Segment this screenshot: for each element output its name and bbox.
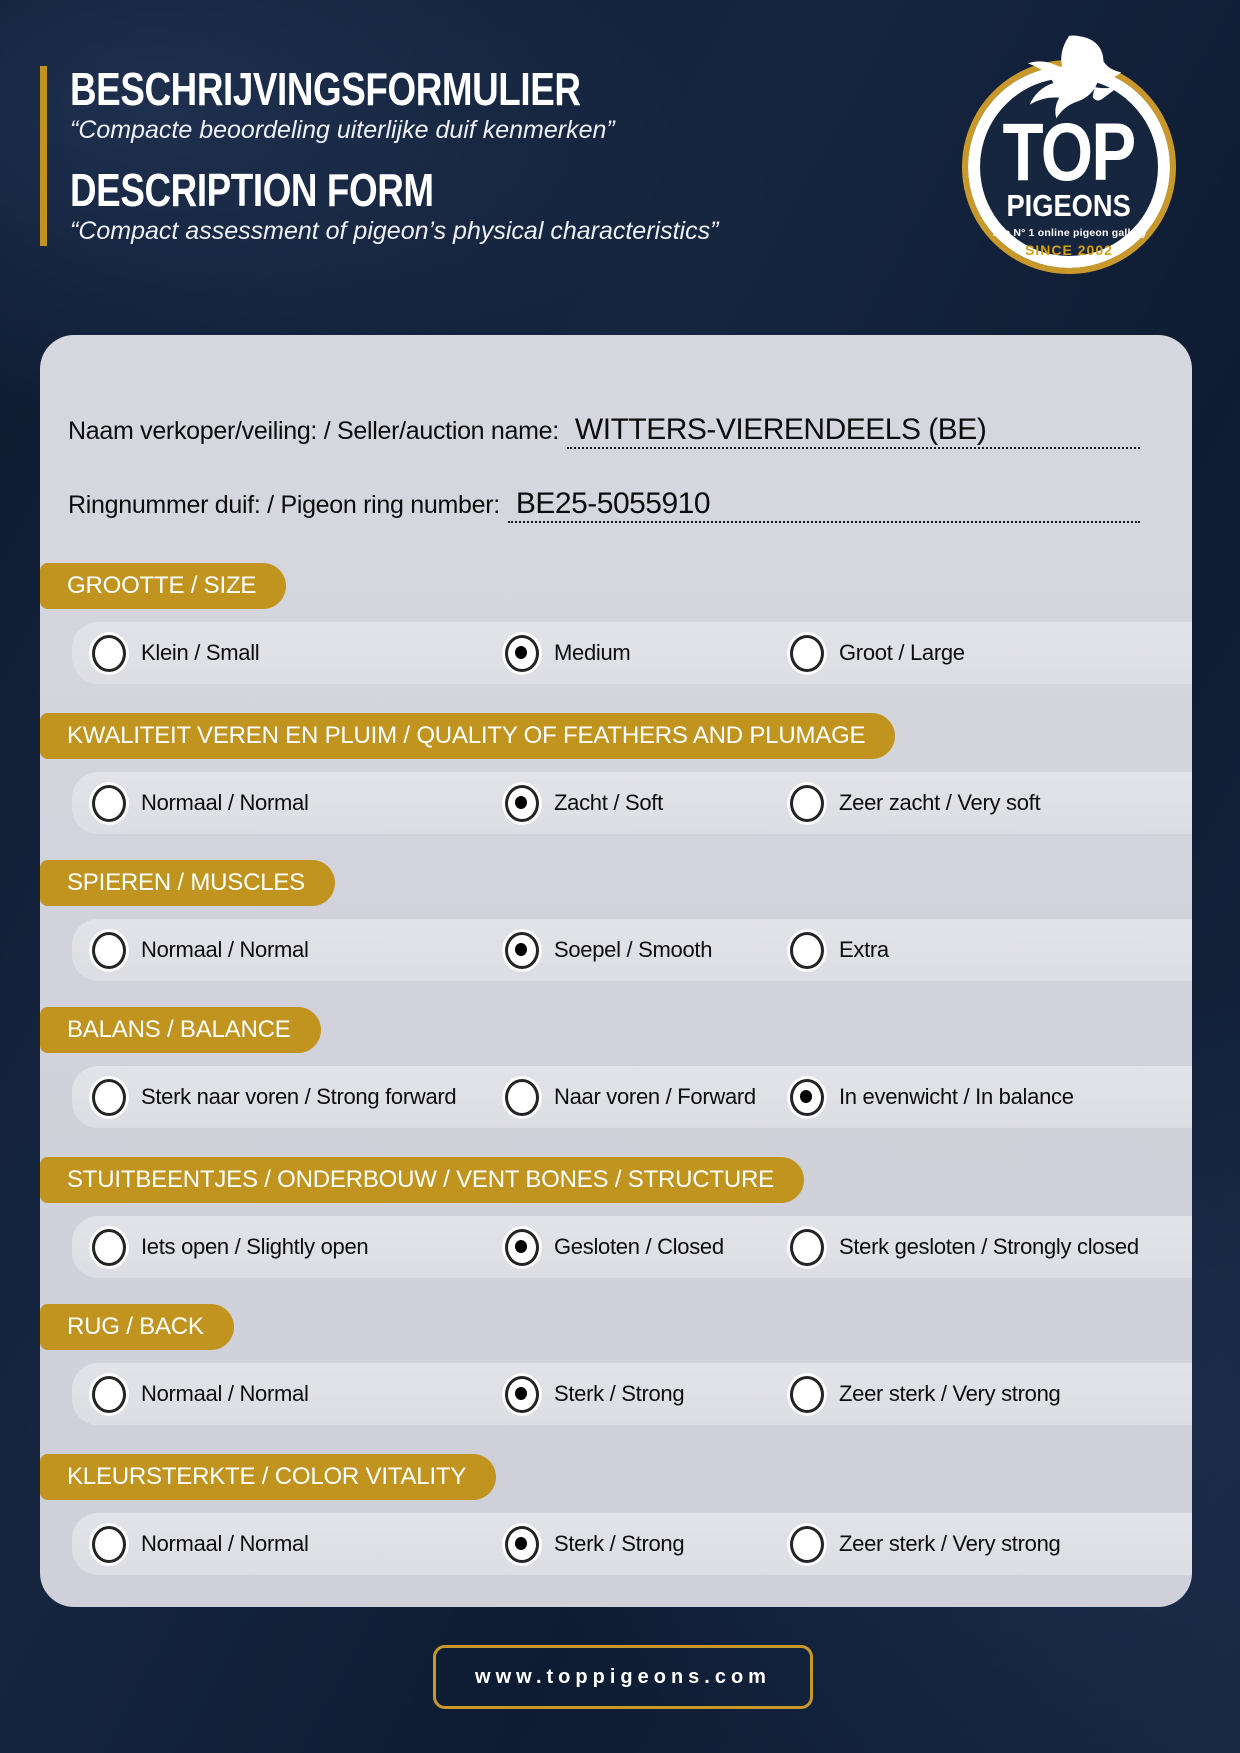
ring-number-field-label: Ringnummer duif: / Pigeon ring number:	[68, 491, 500, 519]
option[interactable]	[790, 1066, 1074, 1128]
section-size-options	[72, 622, 1192, 684]
option[interactable]	[92, 1066, 456, 1128]
logo-top-text: TOP	[1002, 107, 1136, 198]
option[interactable]	[92, 1513, 309, 1575]
option-label: Normaal / Normal	[141, 790, 309, 815]
option[interactable]	[505, 772, 663, 834]
option[interactable]	[790, 1513, 1060, 1575]
radio-button[interactable]	[790, 1376, 824, 1413]
seller-field-line	[567, 413, 1140, 449]
website-text: www.toppigeons.com	[475, 1665, 771, 1688]
option[interactable]	[505, 622, 630, 684]
section-size-header: GROOTTE / SIZE	[40, 563, 286, 609]
option[interactable]	[92, 1216, 368, 1278]
option-label: Zeer sterk / Very strong	[839, 1381, 1061, 1406]
section-back-header: RUG / BACK	[40, 1304, 234, 1350]
option-label: Iets open / Slightly open	[141, 1234, 369, 1259]
option[interactable]	[505, 1363, 684, 1425]
option[interactable]	[92, 919, 309, 981]
radio-button[interactable]	[790, 1079, 824, 1116]
section-back-options	[72, 1363, 1192, 1425]
section-feather-quality-options	[72, 772, 1192, 834]
option[interactable]	[790, 919, 889, 981]
option-label: Zacht / Soft	[554, 790, 663, 815]
seller-field-value[interactable]: WITTERS-VIERENDEELS (BE)	[574, 413, 987, 446]
option-label: Klein / Small	[141, 640, 260, 665]
radio-button[interactable]	[92, 785, 126, 822]
section-muscles-options	[72, 919, 1192, 981]
radio-button[interactable]	[92, 1229, 126, 1266]
radio-button[interactable]	[92, 1079, 126, 1116]
logo-tagline: The N° 1 online pigeon gallery	[990, 226, 1148, 239]
radio-button[interactable]	[790, 785, 824, 822]
option-label: Sterk / Strong	[554, 1381, 685, 1406]
section-color-vitality-options	[72, 1513, 1192, 1575]
option-label: Gesloten / Closed	[554, 1234, 724, 1259]
dove-icon	[1000, 30, 1150, 138]
section-vent-bones-header: STUITBEENTJES / ONDERBOUW / VENT BONES / STRUCTURE	[40, 1157, 804, 1203]
option[interactable]	[505, 1066, 756, 1128]
option[interactable]	[790, 1216, 1139, 1278]
radio-button[interactable]	[790, 1526, 824, 1563]
option[interactable]	[92, 772, 309, 834]
radio-button[interactable]	[790, 932, 824, 969]
logo-pigeons-text: PIGEONS	[1006, 187, 1132, 223]
radio-button[interactable]	[505, 785, 539, 822]
option-label: Soepel / Smooth	[554, 937, 713, 962]
radio-button[interactable]	[790, 1229, 824, 1266]
section-feather-quality-header: KWALITEIT VEREN EN PLUIM / QUALITY OF FEATHERS AND PLUMAGE	[40, 713, 895, 759]
radio-button[interactable]	[505, 932, 539, 969]
option[interactable]	[505, 1513, 684, 1575]
option-label: Sterk naar voren / Strong forward	[141, 1084, 457, 1109]
seller-field	[68, 413, 1140, 449]
logo-since-text: SINCE 2002	[1025, 241, 1113, 258]
radio-button[interactable]	[790, 635, 824, 672]
option-label: Sterk gesloten / Strongly closed	[839, 1234, 1139, 1259]
option-label: Extra	[839, 937, 889, 962]
radio-button[interactable]	[505, 1526, 539, 1563]
radio-button[interactable]	[505, 1229, 539, 1266]
form-title-dutch: BESCHRIJVINGSFORMULIER	[70, 63, 581, 115]
option-label: Normaal / Normal	[141, 937, 309, 962]
section-balance-options	[72, 1066, 1192, 1128]
option-label: Zeer zacht / Very soft	[839, 790, 1041, 815]
gold-accent-bar	[40, 66, 47, 246]
radio-button[interactable]	[92, 635, 126, 672]
option[interactable]	[505, 1216, 724, 1278]
top-pigeons-logo	[952, 34, 1192, 280]
ring-number-field	[68, 487, 1140, 523]
option[interactable]	[92, 622, 259, 684]
website-link[interactable]	[433, 1645, 813, 1709]
option[interactable]	[92, 1363, 309, 1425]
seller-field-label: Naam verkoper/veiling: / Seller/auction name:	[68, 417, 559, 445]
radio-button[interactable]	[92, 1376, 126, 1413]
radio-button[interactable]	[92, 932, 126, 969]
ring-number-field-value[interactable]: BE25-5055910	[515, 487, 711, 520]
section-vent-bones-options	[72, 1216, 1192, 1278]
form-panel	[40, 335, 1192, 1607]
option-label: Medium	[554, 640, 631, 665]
option-label: Sterk / Strong	[554, 1531, 685, 1556]
form-subtitle-dutch: “Compacte beoordeling uiterlijke duif kenmerken”	[70, 116, 615, 144]
option-label: Normaal / Normal	[141, 1381, 309, 1406]
form-subtitle-english: “Compact assessment of pigeon’s physical characteristics”	[70, 217, 719, 245]
option-label: Normaal / Normal	[141, 1531, 309, 1556]
section-balance-header: BALANS / BALANCE	[40, 1007, 321, 1053]
radio-button[interactable]	[505, 1079, 539, 1116]
option[interactable]	[790, 1363, 1060, 1425]
option-label: Zeer sterk / Very strong	[839, 1531, 1061, 1556]
option-label: Naar voren / Forward	[554, 1084, 756, 1109]
option-label: Groot / Large	[839, 640, 965, 665]
option[interactable]	[505, 919, 712, 981]
radio-button[interactable]	[505, 1376, 539, 1413]
option[interactable]	[790, 772, 1040, 834]
option[interactable]	[790, 622, 965, 684]
radio-button[interactable]	[505, 635, 539, 672]
form-title-english: DESCRIPTION FORM	[70, 164, 434, 216]
section-muscles-header: SPIEREN / MUSCLES	[40, 860, 335, 906]
radio-button[interactable]	[92, 1526, 126, 1563]
section-color-vitality-header: KLEURSTERKTE / COLOR VITALITY	[40, 1454, 496, 1500]
ring-number-field-line	[508, 487, 1140, 523]
option-label: In evenwicht / In balance	[839, 1084, 1074, 1109]
